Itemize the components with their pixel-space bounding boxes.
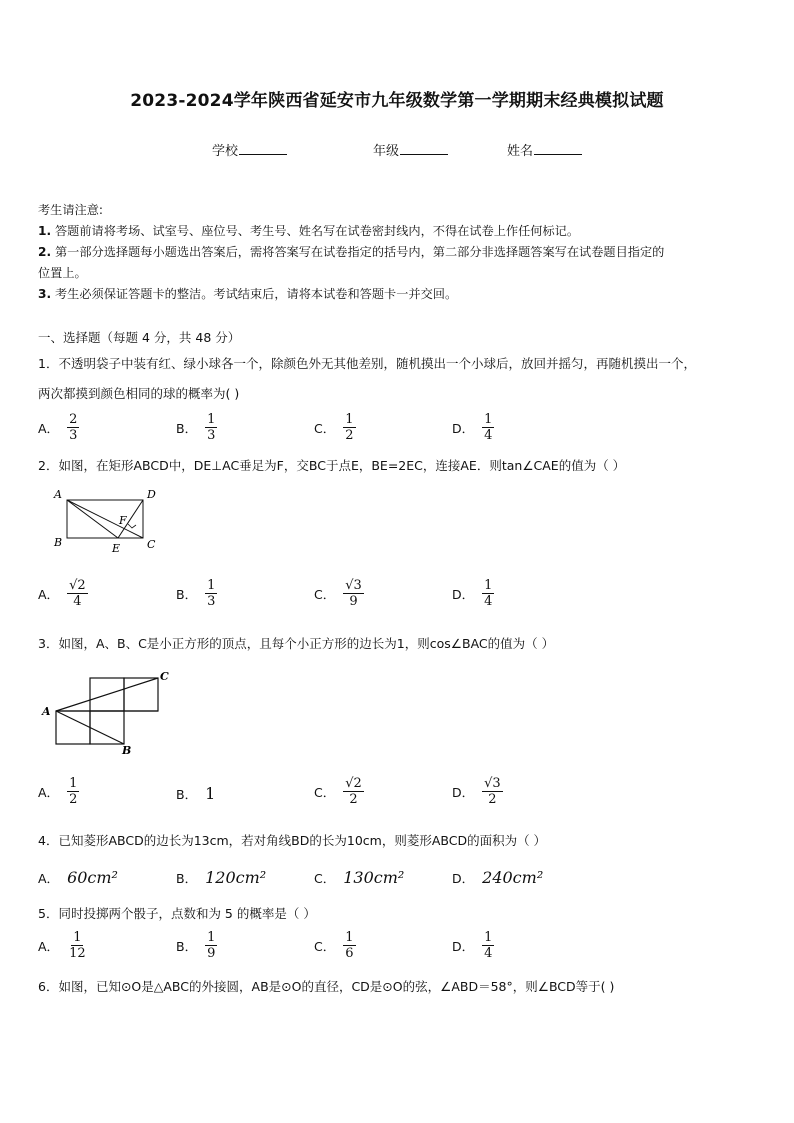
q2-option-d[interactable]: D． $\frac{1}{4}$ bbox=[452, 578, 493, 609]
figure-rectangle-abcd bbox=[48, 486, 168, 556]
figure-label-b: B bbox=[122, 744, 132, 756]
figure-label-a: A bbox=[54, 488, 62, 501]
q3-option-b[interactable]: B． 1 bbox=[176, 784, 216, 803]
q5-option-b[interactable]: B． $\frac{1}{9}$ bbox=[176, 930, 216, 961]
q4-option-c[interactable]: C． 130cm² bbox=[314, 868, 405, 887]
question-2-text: 如图，在矩形ABCD中，DE⊥AC垂足为F，交BC于点E，BE=2EC，连接AE．则tan∠CAE的值为（ ） bbox=[58, 458, 626, 473]
question-1-text: 不透明袋子中装有红、绿小球各一个，除颜色外无其他差别，随机摸出一个小球后，放回并摇匀，再随机摸出一个， bbox=[58, 356, 696, 371]
q2-option-b[interactable]: B． $\frac{1}{3}$ bbox=[176, 578, 216, 609]
q1-option-d[interactable]: D． $\frac{1}{4}$ bbox=[452, 412, 493, 443]
figure-label-a: A bbox=[42, 705, 51, 718]
q1-option-c[interactable]: C． $\frac{1}{2}$ bbox=[314, 412, 354, 443]
notice-item-1: 1. 答题前请将考场、试室号、座位号、考生号、姓名写在试卷密封线内，不得在试卷上作任何标记。 bbox=[38, 224, 580, 238]
q5-option-c[interactable]: C． $\frac{1}{6}$ bbox=[314, 930, 354, 961]
q3-option-c[interactable]: C． $\frac{√2}{2}$ bbox=[314, 776, 362, 807]
figure-label-c: C bbox=[147, 538, 156, 551]
q2-option-c[interactable]: C． $\frac{√3}{9}$ bbox=[314, 578, 362, 609]
q1-option-b[interactable]: B． $\frac{1}{3}$ bbox=[176, 412, 216, 443]
q5-option-a[interactable]: A． $\frac{1}{12}$ bbox=[38, 930, 86, 961]
figure-label-d: D bbox=[147, 488, 156, 501]
q5-option-d[interactable]: D． $\frac{1}{4}$ bbox=[452, 930, 493, 961]
notice-heading: 考生请注意: bbox=[38, 203, 104, 217]
notice-item-2-cont: 位置上。 bbox=[38, 266, 87, 280]
notice-item-2: 2. 第一部分选择题每小题选出答案后，需将答案写在试卷指定的括号内，第二部分非选择题答案写在试卷题目指定的 bbox=[38, 245, 665, 259]
question-6-text: 如图，已知⊙O是△ABC的外接圆，AB是⊙O的直径，CD是⊙O的弦，∠ABD＝58°，则∠BCD等于( ) bbox=[58, 979, 615, 994]
q4-option-a[interactable]: A． 60cm² bbox=[38, 868, 118, 887]
q4-option-d[interactable]: D． 240cm² bbox=[452, 868, 544, 887]
question-4: 4．已知菱形ABCD的边长为13cm，若对角线BD的长为10cm，则菱形ABCD的面积为（ ） bbox=[38, 833, 547, 848]
name-label: 姓名 bbox=[507, 144, 534, 159]
figure-label-c: C bbox=[160, 670, 169, 683]
name-field[interactable] bbox=[507, 140, 582, 159]
section-heading: 一、选择题（每题 4 分，共 48 分） bbox=[38, 330, 241, 345]
q4-option-b[interactable]: B． 120cm² bbox=[176, 868, 267, 887]
question-1: 1．不透明袋子中装有红、绿小球各一个，除颜色外无其他差别，随机摸出一个小球后，放回并摇匀，再随机摸出一个， 两次都摸到颜色相同的球的概率为( ) bbox=[38, 354, 768, 404]
figure-label-f: F bbox=[119, 514, 127, 527]
grade-field[interactable] bbox=[373, 140, 448, 159]
grade-label: 年级 bbox=[373, 144, 400, 159]
notice-block bbox=[38, 200, 664, 305]
notice-item-3: 3. 考生必须保证答题卡的整洁。考试结束后，请将本试卷和答题卡一并交回。 bbox=[38, 287, 458, 301]
question-2: 2．如图，在矩形ABCD中，DE⊥AC垂足为F，交BC于点E，BE=2EC，连接AE．则tan∠CAE的值为（ ） bbox=[38, 458, 626, 473]
school-field[interactable] bbox=[212, 140, 287, 159]
question-3: 3．如图，A、B、C是小正方形的顶点，且每个小正方形的边长为1，则cos∠BAC的值为（ ） bbox=[38, 636, 555, 651]
question-5: 5．同时投掷两个骰子，点数和为 5 的概率是（ ） bbox=[38, 906, 316, 921]
question-1-text-2: 两次都摸到颜色相同的球的概率为( ) bbox=[38, 386, 240, 401]
figure-label-b: B bbox=[54, 536, 63, 549]
q3-option-a[interactable]: A． $\frac{1}{2}$ bbox=[38, 776, 78, 807]
q3-option-d[interactable]: D． $\frac{√3}{2}$ bbox=[452, 776, 501, 807]
question-3-text: 如图，A、B、C是小正方形的顶点，且每个小正方形的边长为1，则cos∠BAC的值为（ ） bbox=[58, 636, 555, 651]
figure-label-e: E bbox=[112, 542, 121, 555]
page-title: 2023-2024学年陕西省延安市九年级数学第一学期期末经典模拟试题 bbox=[130, 91, 664, 111]
school-label: 学校 bbox=[212, 144, 239, 159]
figure-grid-squares bbox=[38, 664, 178, 756]
question-4-text: 已知菱形ABCD的边长为13cm，若对角线BD的长为10cm，则菱形ABCD的面积为（ ） bbox=[58, 833, 547, 848]
question-6: 6．如图，已知⊙O是△ABC的外接圆，AB是⊙O的直径，CD是⊙O的弦，∠ABD＝58°，则∠BCD等于( ) bbox=[38, 979, 615, 994]
question-5-text: 同时投掷两个骰子，点数和为 5 的概率是（ ） bbox=[58, 906, 316, 921]
q2-option-a[interactable]: A． $\frac{√2}{4}$ bbox=[38, 578, 86, 609]
q1-option-a[interactable]: A． $\frac{2}{3}$ bbox=[38, 412, 78, 443]
